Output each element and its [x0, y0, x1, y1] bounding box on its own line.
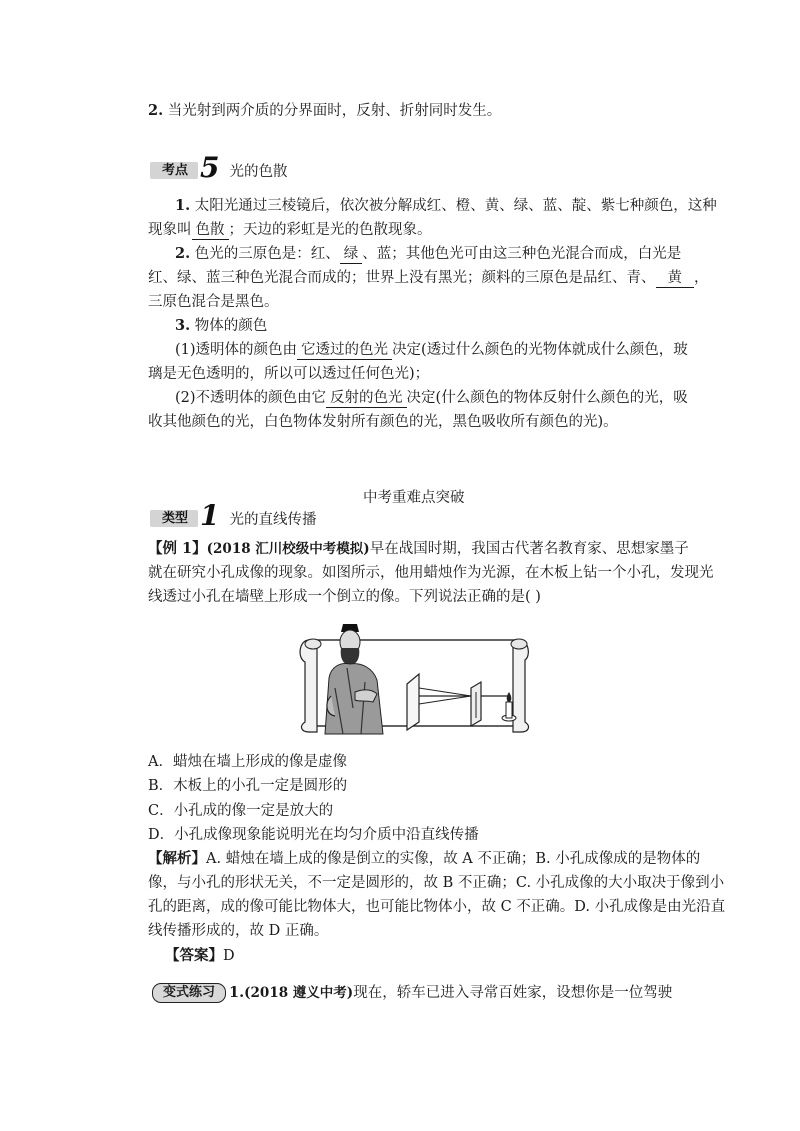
item-3-p1-pre: (1)透明体的颜色由	[175, 342, 298, 358]
analysis-line1-text: A. 蜡烛在墙上成的像是倒立的实像，故 A 不正确；B. 小孔成像成的是物体的	[206, 851, 701, 867]
variant-text: 现在，轿车已进入寻常百姓家，设想你是一位驾驶	[353, 985, 673, 1001]
item-1-line2-pre: 现象叫	[148, 222, 192, 238]
variant-line	[229, 983, 672, 1003]
point-2	[148, 101, 501, 121]
analysis-line-3: 孔的距离，成的像可能比物体大，也可能比物体小，故 C 不正确。D. 小孔成像是由光沿直	[148, 899, 726, 915]
example-source: (2018 汇川校级中考模拟)	[206, 541, 370, 557]
example-line-2: 就在研究小孔成像的现象。如图所示，他用蜡烛作为光源，在木板上钻一个小孔，发现光	[148, 565, 714, 581]
pinhole-board	[407, 674, 419, 730]
variant-num: 1.	[229, 984, 245, 1001]
option-b: B．木板上的小孔一定是圆形的	[148, 778, 348, 794]
example-line-1	[148, 539, 689, 559]
kaodian-label: 考点	[150, 162, 198, 179]
example-tag: 【例 1】	[148, 540, 207, 557]
item-3-title	[175, 316, 267, 336]
item-2-num: 2.	[175, 245, 191, 262]
item-1-text: 太阳光通过三棱镜后，依次被分解成红、橙、黄、绿、蓝、靛、紫七种颜色，这种	[194, 198, 717, 214]
option-a: A．蜡烛在墙上形成的像是虚像	[148, 754, 347, 770]
point-2-num: 2.	[148, 102, 164, 119]
item-3-p1-post: 决定(透过什么颜色的光物体就成什么颜色，玻	[392, 342, 688, 358]
item-2-line1-pre: 色光的三原色是：红、	[194, 246, 340, 262]
answer-tag: 【答案】	[165, 947, 223, 964]
item-3-title-text: 物体的颜色	[194, 318, 268, 334]
item-3-p2-post: 决定(什么颜色的物体反射什么颜色的光，吸	[406, 390, 688, 406]
leixing-label: 类型	[150, 510, 198, 527]
kaodian-header	[150, 151, 288, 184]
pinhole-screen	[471, 682, 481, 726]
variant-practice-badge: 变式练习	[152, 983, 226, 1003]
analysis-line-1	[148, 849, 700, 869]
point-2-text: 当光射到两介质的分界面时，反射、折射同时发生。	[167, 103, 502, 119]
item-2-line2-post: ，	[694, 270, 709, 286]
item-2-line-2	[148, 268, 709, 288]
analysis-line-4: 线传播形成的，故 D 正确。	[148, 923, 329, 939]
example-line-3: 线透过小孔在墙壁上形成一个倒立的像。下列说法正确的是( )	[148, 589, 541, 605]
item-2-line1-post: 、蓝；其他色光可由这三种色光混合而成，白光是	[362, 246, 682, 262]
mozi-pinhole-illustration	[295, 618, 535, 736]
blank-answer-dispersion: 色散	[192, 222, 229, 240]
item-1-num: 1.	[175, 197, 191, 214]
leixing-title: 光的直线传播	[229, 511, 317, 528]
item-3-p1-line-1	[175, 340, 688, 360]
analysis-tag: 【解析】	[148, 850, 206, 867]
leixing-header	[150, 499, 317, 532]
item-2-line-1	[175, 244, 681, 264]
option-c: C．小孔成的像一定是放大的	[148, 803, 334, 819]
kaodian-title: 光的色散	[229, 163, 288, 180]
item-1-line2-post: ；天边的彩虹是光的色散现象。	[228, 222, 432, 238]
blank-answer-yellow: 黄	[656, 270, 695, 288]
blank-answer-transmitted-light: 它透过的色光	[297, 342, 392, 360]
item-1-line-2	[148, 220, 432, 240]
kaodian-number: 5	[200, 151, 220, 184]
item-2-line-3: 三原色混合是黑色。	[148, 294, 279, 310]
item-3-num: 3.	[175, 317, 191, 334]
item-2-line2-pre: 红、绿、蓝三种色光混合而成的；世界上没有黑光；颜料的三原色是品红、青、	[148, 270, 656, 286]
item-1-line-1	[175, 196, 717, 216]
variant-source: (2018 遵义中考)	[244, 985, 354, 1001]
item-3-p1-line-2: 璃是无色透明的，所以可以透过任何色光)；	[148, 366, 430, 382]
example-line1-text: 早在战国时期，我国古代著名教育家、思想家墨子	[369, 541, 689, 557]
item-3-p2-line-2: 收其他颜色的光，白色物体发射所有颜色的光，黑色吸收所有颜色的光)。	[148, 414, 618, 430]
blank-answer-green: 绿	[340, 246, 363, 264]
section-title: 中考重难点突破	[363, 490, 465, 506]
answer	[165, 946, 235, 966]
blank-answer-reflected-light: 反射的色光	[326, 390, 407, 408]
analysis-line-2: 像，与小孔的形状无关，不一定是圆形的，故 B 不正确；C. 小孔成像的大小取决于像到小	[148, 875, 725, 891]
item-3-p2-pre: (2)不透明体的颜色由它	[175, 390, 327, 406]
option-d: D．小孔成像现象能说明光在均匀介质中沿直线传播	[148, 827, 479, 843]
item-3-p2-line-1	[175, 388, 688, 408]
leixing-number: 1	[200, 499, 220, 532]
answer-value: D	[223, 948, 235, 964]
